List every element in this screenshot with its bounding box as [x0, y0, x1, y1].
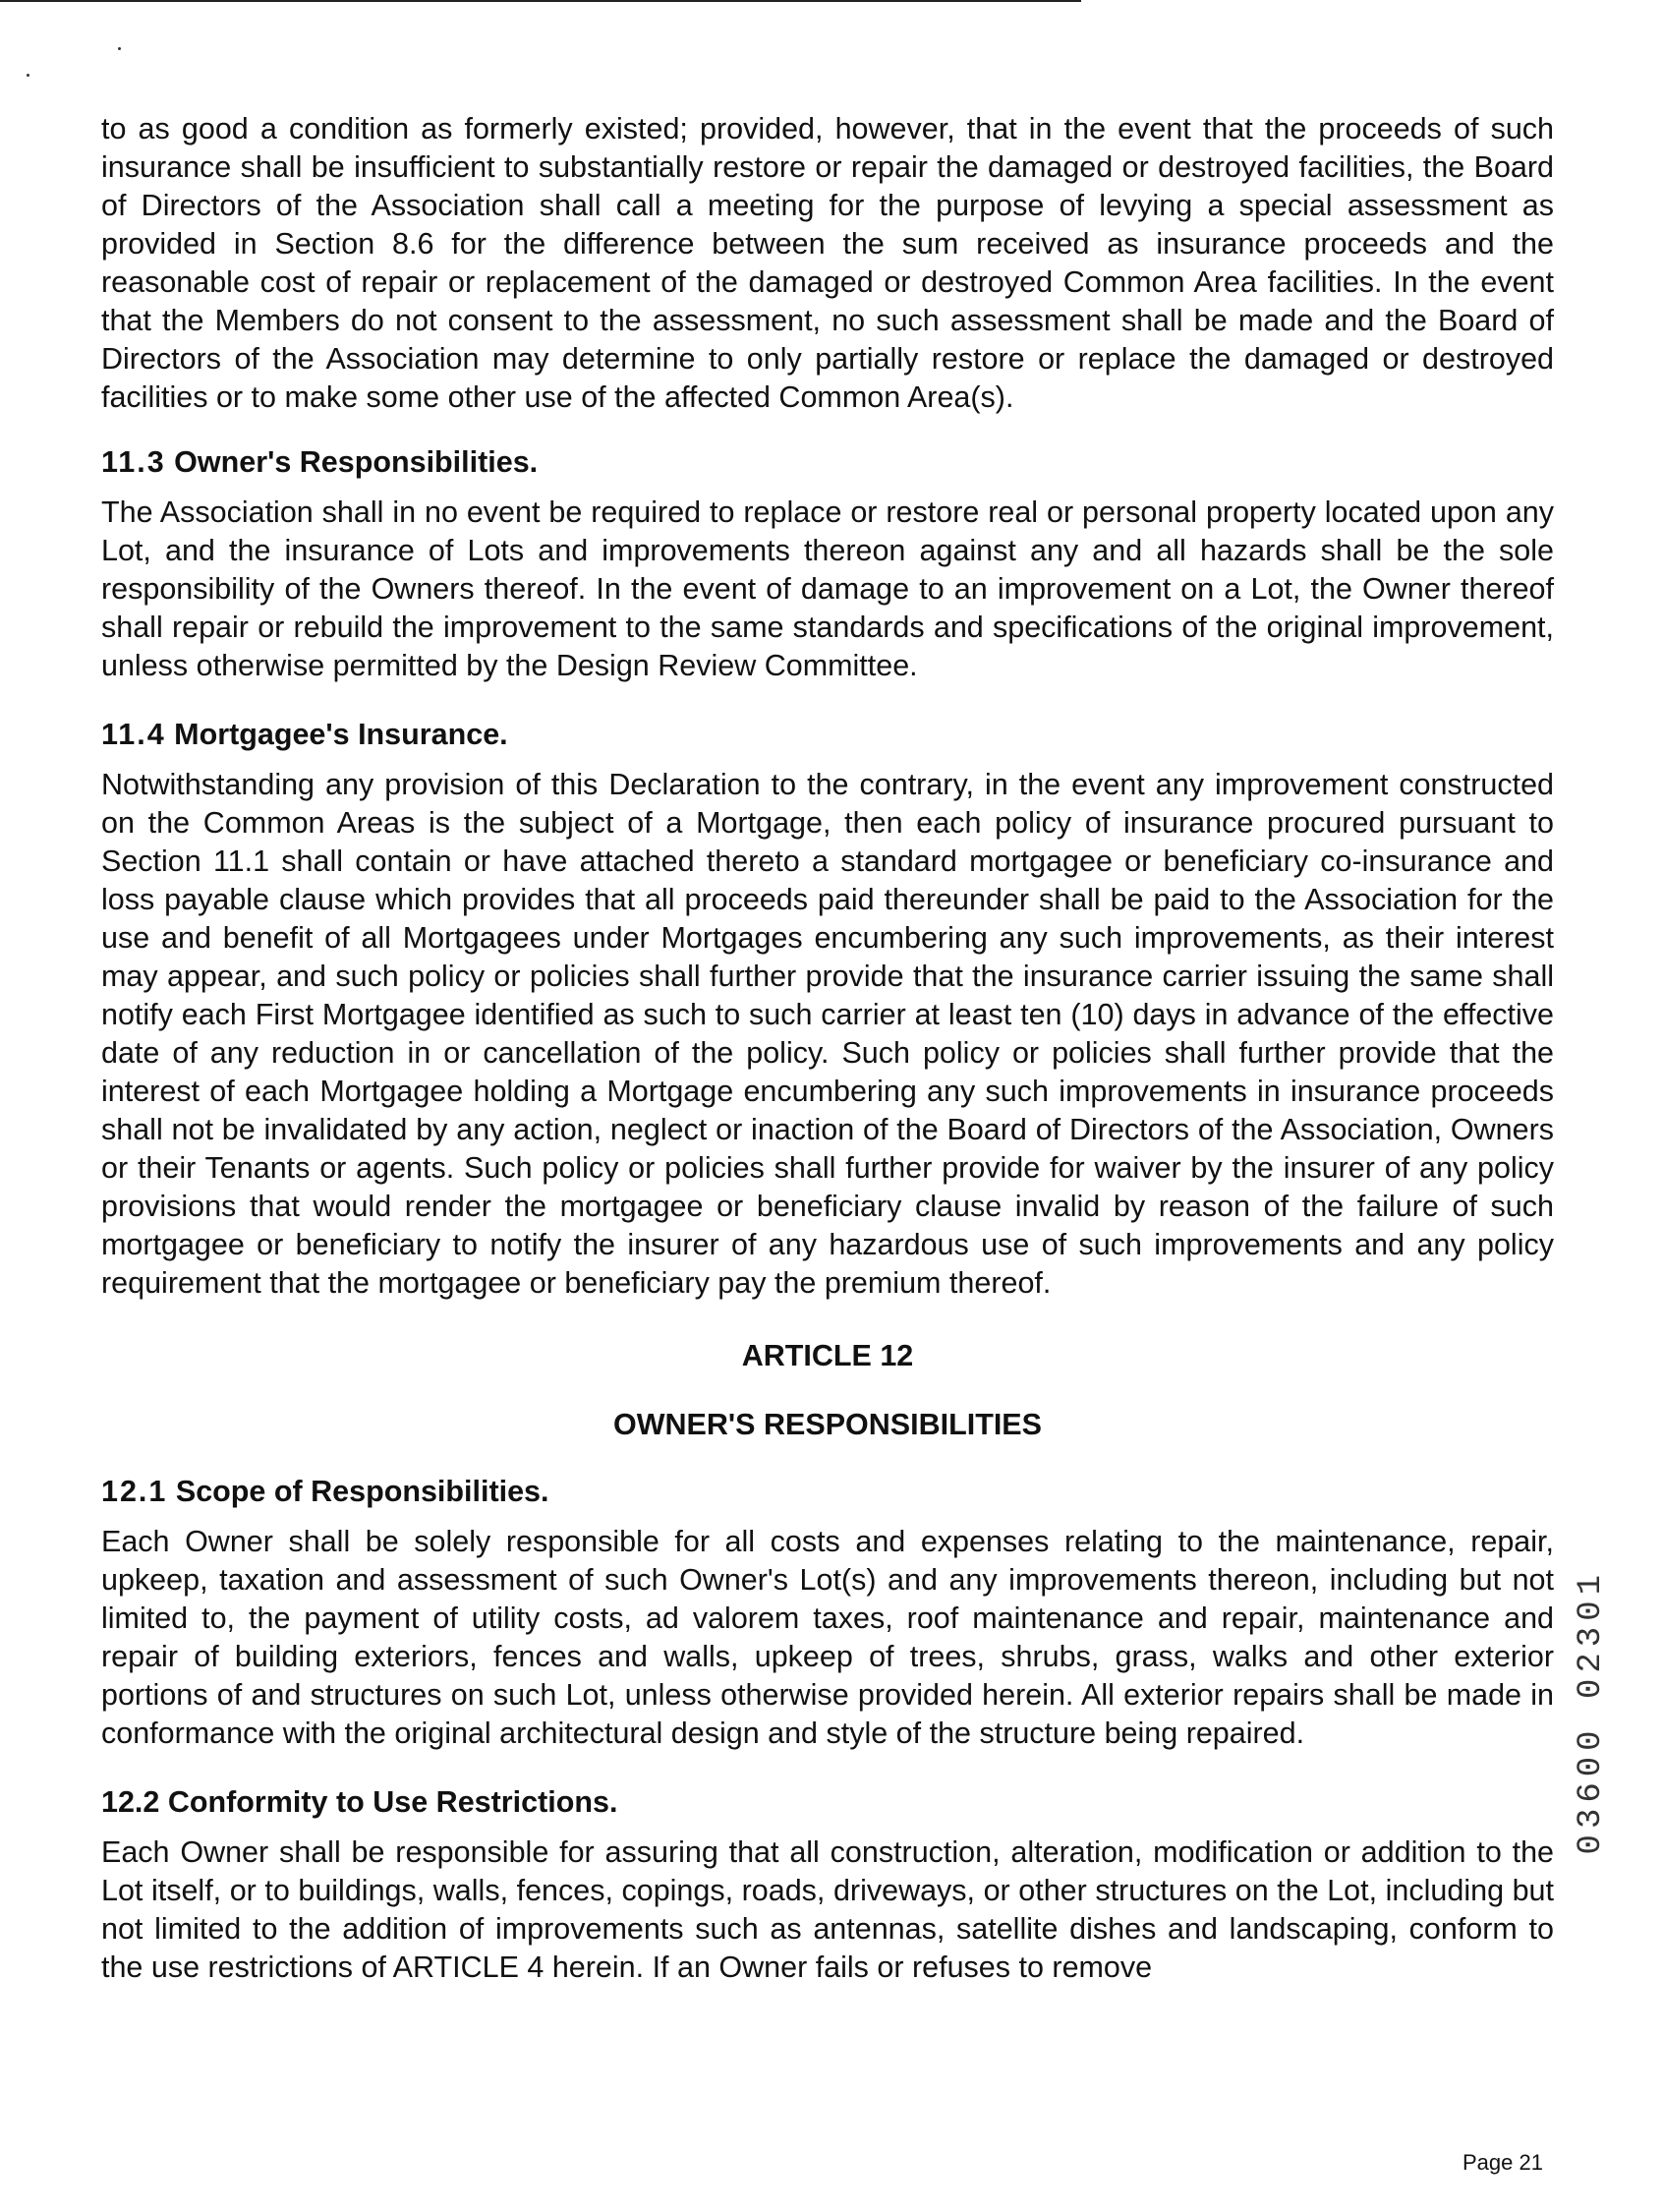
intro-paragraph: to as good a condition as formerly existed; provided, however, that in the event that the proceeds of such insurance shall be insufficient to substantially restore or repair the damaged or destroyed facilities, the Board of Directors of the Association shall call a meeting for the purpose of levying a special assessment as provided in Section 8.6 for the difference between the sum received as insurance proceeds and the reasonable cost of repair or replacement of the damaged or destroyed Common Area facilities. In the event that the Members do not consent to the assessment, no such assessment shall be made and the Board of Directors of the Association may determine to only partially restore or replace the damaged or destroyed facilities or to make some other use of the affected Common Area(s).: [101, 112, 1554, 414]
section-title: Owner's Responsibilities.: [174, 445, 539, 479]
scan-speck: [118, 47, 121, 50]
section-12-1-heading: [101, 1474, 1554, 1509]
section-11-4-heading: [101, 717, 1554, 752]
page-number: Page 21: [1462, 2150, 1543, 2175]
section-12-2-heading: [101, 1784, 1554, 1820]
section-11-3-heading: [101, 444, 1554, 480]
document-body: [101, 110, 1554, 1987]
scan-speck: [27, 74, 29, 77]
section-number: 11.4: [101, 718, 166, 751]
section-12-2-body: Each Owner shall be responsible for assuring that all construction, alteration, modification or addition to the Lot itself, or to buildings, walls, fences, copings, roads, driveways, or other structures on the Lot, including but not limited to the addition of improvements such as antennas, satellite dishes and landscaping, conform to the use restrictions of ARTICLE 4 herein. If an Owner fails or refuses to remove: [101, 1835, 1554, 1984]
section-11-4-body: Notwithstanding any provision of this Declaration to the contrary, in the event any improvement constructed on the Common Areas is the subject of a Mortgage, then each policy of insurance procured pursuant to Section 11.1 shall contain or have attached thereto a standard mortgagee or beneficiary co-insurance and loss payable clause which provides that all proceeds paid thereunder shall be paid to the Association for the use and benefit of all Mortgagees under Mortgages encumbering any such improvements, as their interest may appear, and such policy or policies shall further provide that the insurance carrier issuing the same shall notify each First Mortgagee identified as such to such carrier at least ten (10) days in advance of the effective date of any reduction in or cancellation of the policy. Such policy or policies shall further provide that the interest of each Mortgagee holding a Mortgage encumbering any such improvements in insurance proceeds shall not be invalidated by any action, neglect or inaction of the Board of Directors of the Association, Owners or their Tenants or agents. Such policy or policies shall further provide for waiver by the insurer of any policy provisions that would render the mortgagee or beneficiary clause invalid by reason of the failure of such mortgagee or beneficiary to notify the insurer of any hazardous use of such improvements and any policy requirement that the mortgagee or beneficiary pay the premium thereof.: [101, 768, 1554, 1300]
recording-stamp: 03600 02301: [1573, 1569, 1610, 1855]
section-11-3-body: The Association shall in no event be required to replace or restore real or personal property located upon any Lot, and the insurance of Lots and improvements thereon against any and all hazards shall be the sole responsibility of the Owners thereof. In the event of damage to an improvement on a Lot, the Owner thereof shall repair or rebuild the improvement to the same standards and specifications of the original improvement, unless otherwise permitted by the Design Review Committee.: [101, 495, 1554, 682]
section-number: 12.1: [101, 1475, 168, 1508]
section-title: Scope of Responsibilities.: [175, 1475, 549, 1508]
section-number: 12.2: [101, 1785, 160, 1819]
article-heading: ARTICLE 12: [741, 1339, 914, 1372]
article-title: OWNER'S RESPONSIBILITIES: [613, 1408, 1042, 1441]
section-title: Mortgagee's Insurance.: [174, 718, 508, 751]
top-rule: [0, 0, 1081, 2]
section-number: 11.3: [101, 445, 166, 479]
section-title: Conformity to Use Restrictions.: [167, 1785, 618, 1819]
section-12-1-body: Each Owner shall be solely responsible for all costs and expenses relating to the maintenance, repair, upkeep, taxation and assessment of such Owner's Lot(s) and any improvements thereon, including but not limited to, the payment of utility costs, ad valorem taxes, roof maintenance and repair, maintenance and repair of building exteriors, fences and walls, upkeep of trees, shrubs, grass, walks and other exterior portions of and structures on such Lot, unless otherwise provided herein. All exterior repairs shall be made in conformance with the original architectural design and style of the structure being repaired.: [101, 1525, 1554, 1750]
